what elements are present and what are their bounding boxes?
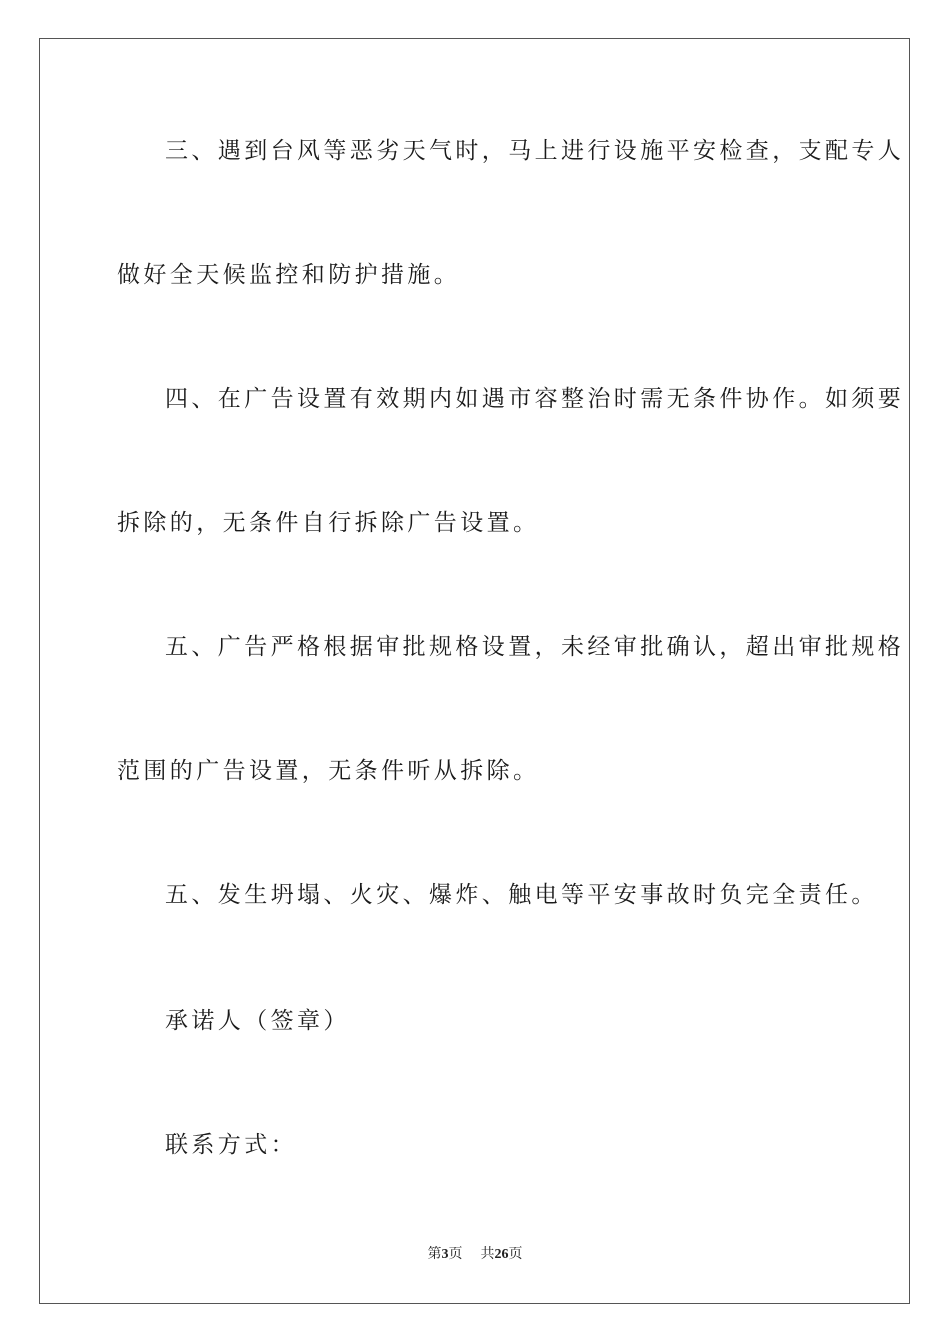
footer-page-prefix: 第 [427, 1247, 442, 1262]
paragraph-three-line-2: 做好全天候监控和防护措施。 [117, 262, 461, 288]
paragraph-five-line-2: 范围的广告设置，无条件听从拆除。 [117, 758, 540, 784]
paragraph-four-line-2: 拆除的，无条件自行拆除广告设置。 [117, 510, 540, 536]
signatory-label: 承诺人（签章） [165, 1008, 350, 1034]
footer-page-suffix: 页 [448, 1247, 463, 1262]
paragraph-four-line-1: 四、在广告设置有效期内如遇市容整治时需无条件协作。如须要 [165, 386, 905, 412]
page-footer [0, 1245, 950, 1265]
footer-total-suffix: 页 [508, 1247, 523, 1262]
paragraph-five-b: 五、发生坍塌、火灾、爆炸、触电等平安事故时负完全责任。 [165, 882, 878, 908]
paragraph-five-line-1: 五、广告严格根据审批规格设置，未经审批确认，超出审批规格 [165, 634, 905, 660]
page-border [39, 38, 910, 1304]
footer-page-number: 3 [441, 1247, 449, 1262]
paragraph-three-line-1: 三、遇到台风等恶劣天气时，马上进行设施平安检查，支配专人 [165, 138, 905, 164]
contact-label: 联系方式： [165, 1132, 297, 1158]
footer-total-pages: 26 [494, 1247, 509, 1262]
footer-total-prefix: 共 [480, 1247, 495, 1262]
